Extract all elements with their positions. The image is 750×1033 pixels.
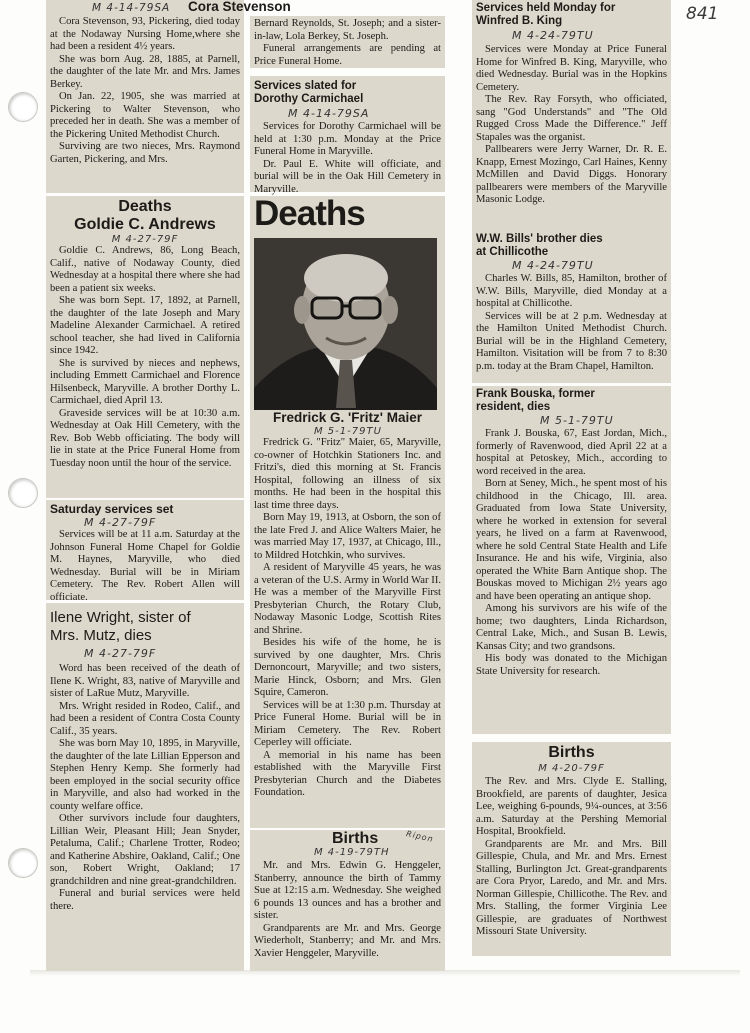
bills-headline: W.W. Bills' brother dies at Chillicothe	[476, 233, 603, 258]
henggeler-section-heading: Births	[332, 830, 379, 847]
bouska-paragraph-2: Born at Seney, Mich., he spent most of his childhood in the Chicago, Ill. area. Graduated from Iowa State University, where he worked in extension for several years, he lived on a farm at Ravenwood, where he sold Central State Health and Life Insurance. He and his wife, Virginia, also operated the White Barn Antique shop. The Bouskas moved to Michigan 2½ years ago and have been operating an antique shop.	[476, 478, 667, 602]
bills-clipping	[472, 231, 671, 383]
wright-date-note: M 4-27-79F	[84, 647, 157, 660]
king-date-note: M 4-24-79TU	[512, 29, 594, 42]
bouska-paragraph-1: Frank J. Bouska, 67, East Jordan, Mich., formerly of Ravenwood, died April 22 at a hospital at Petoskey, Mich., according to word received in the area.	[476, 428, 667, 477]
wright-paragraph-2: Mrs. Wright resided in Rodeo, Calif., and had been a resident of Contra Costa County Calif., 35 years.	[50, 700, 240, 737]
wright-paragraph-4: Other survivors include four daughters, Lillian Weir, Pleasant Hill; Jean Snyder, Petaluma, Calif.; Charlene Trotter, Rodeo; and Katherine Abshire, Oakland, Calif.; One son, Robert Wright, Oakland; 17 grandchildren and nine great-grandchildren.	[50, 813, 240, 887]
cora-paragraph-2: She was born Aug. 28, 1885, at Parnell, the daughter of the late Mr. and Mrs. James Berkey.	[50, 53, 240, 90]
haynes-headline: Saturday services set	[50, 502, 174, 516]
king-headline: Services held Monday for Winfred B. King	[476, 2, 616, 27]
cora-stevenson-clipping	[46, 0, 291, 193]
cora-date-note: M 4-14-79SA	[92, 2, 171, 14]
andrews-clipping	[46, 196, 244, 498]
bouska-paragraph-3: Among his survivors are his wife of the home; two daughters, Linda Richardson, Central Lake, Mich., and Susan B. Lewis, Kansas City; and two grandsons.	[476, 603, 667, 652]
wright-clipping	[46, 603, 244, 971]
cora-headline: Cora Stevenson	[188, 0, 291, 14]
maier-paragraph-3: A resident of Maryville 45 years, he was a veteran of the U.S. Army in World War II. He was a member of the Maryville First Presbyterian Church, the Rotary Club, Nodaway Masonic Lodge, Scottish Rites and Shrine.	[254, 562, 441, 636]
wright-paragraph-1: Word has been received of the death of Ilene K. Wright, 83, native of Maryville and sister of LaRue Mutz, Maryville.	[50, 663, 240, 699]
haynes-date-note: M 4-27-79F	[84, 516, 157, 529]
carmichael-paragraph-2: Dr. Paul E. White will officiate, and burial will be in the Oak Hill Cemetery in Maryville.	[254, 158, 441, 195]
maier-headline: Fredrick G. 'Fritz' Maier	[273, 410, 422, 425]
cora-paragraph-4: Surviving are two nieces, Mrs. Raymond Garten, Pickering, and Mrs.	[50, 141, 240, 165]
cora-paragraph-3: On Jan. 22, 1905, she was married at Pickering to Walter Stevenson, who preceded her in death. She was a member of the Pickering United Methodist Church.	[50, 91, 240, 140]
maier-paragraph-5: Services will be at 1:30 p.m. Thursday at Price Funeral Home. Burial will be in Miriam Cemetery. The Rev. Robert Ceperley will officiate.	[254, 699, 441, 748]
andrews-paragraph-4: Graveside services will be at 10:30 a.m. Wednesday at Oak Hill Cemetery, with the Rev. Bob Webb officiating. The body will lie in state at the Price Funeral Home from Tuesday noon until the hour of the service.	[50, 407, 240, 469]
stalling-date-note: M 4-20-79F	[538, 763, 605, 774]
bouska-headline: Frank Bouska, former resident, dies	[476, 388, 595, 413]
bouska-date-note: M 5-1-79TU	[540, 414, 614, 427]
carmichael-clipping	[250, 76, 445, 195]
carmichael-paragraph-1: Services for Dorothy Carmichael will be held at 1:30 p.m. Monday at the Price Funeral Home in Maryville.	[254, 121, 441, 157]
cora-paragraph-5: Bernard Reynolds, St. Joseph; and a sister-in-law, Lola Berkey, St. Joseph.	[254, 18, 441, 42]
carmichael-date-note: M 4-14-79SA	[288, 107, 370, 120]
andrews-paragraph-2: She was born Sept. 17, 1892, at Parnell, the daughter of the late Joseph and Mary Madeline Alexander Carmichael. A retired school teacher, she had lived in California since 1942.	[50, 295, 240, 356]
stalling-paragraph-1: The Rev. and Mrs. Clyde E. Stalling, Brookfield, are parents of daughter, Jesica Lee, weighing 6-pounds, 9¼-ounces, at 3:56 a.m. Saturday at the Pershing Memorial Hospital, Brookfield.	[476, 776, 667, 837]
bills-date-note: M 4-24-79TU	[512, 259, 594, 272]
maier-paragraph-6: A memorial in his name has been established with the Maryville First Presbyterian Church and the Diabetes Foundation.	[254, 749, 441, 798]
andrews-section-heading: Deaths	[118, 198, 172, 215]
binder-hole-middle	[8, 478, 38, 508]
maier-portrait-photo	[254, 238, 437, 410]
andrews-paragraph-1: Goldie C. Andrews, 86, Long Beach, Calif., native of Nodaway County, died Wednesday at a hospital there where she had been a patient six weeks.	[50, 245, 240, 294]
henggeler-date-note: M 4-19-79TH	[314, 847, 390, 858]
henggeler-births-clipping	[250, 830, 445, 971]
king-paragraph-3: Pallbearers were Jerry Warner, Dr. R. E. Knapp, Ernest Mozingo, Carl Haines, Kenny McMillen and David Diggs. Honorary pallbearers were members of the Maryville Masonic Lodge.	[476, 144, 667, 205]
henggeler-paragraph-1: Mr. and Mrs. Edwin G. Henggeler, Stanberry, announce the birth of Tammy Sue at 12:15 a.m. Wednesday. She weighed 6 pounds 13 ounces and has a brother and sister.	[254, 860, 441, 921]
maier-paragraph-4: Besides his wife of the home, he is survived by one daughter, Mrs. Chris Dernoncourt, Maryville; and two sisters, Marie Hinck, Osborn; and Mrs. Glen Squire, Cameron.	[254, 637, 441, 698]
haynes-clipping	[46, 500, 244, 603]
haynes-paragraph-1: Services will be at 11 a.m. Saturday at the Johnson Funeral Home Chapel for Goldie M. Haynes, Maryville, who died Wednesday. Burial will be in Miriam Cemetery. The Rev. Robert Allen will officiate.	[50, 529, 240, 603]
bouska-clipping	[472, 386, 671, 734]
andrews-paragraph-3: She is survived by nieces and nephews, including Emmett Carmichael and Florence Hilsenbeck, Maryville. A brother Dorthy L. Carmichael, died April 13.	[50, 357, 240, 406]
wright-headline: Ilene Wright, sister of Mrs. Mutz, dies	[50, 609, 191, 644]
stalling-section-heading: Births	[548, 744, 595, 761]
carmichael-headline: Services slated for Dorothy Carmichael	[254, 80, 364, 105]
stalling-births-clipping	[472, 742, 671, 956]
page-number: 841	[686, 4, 719, 24]
binder-hole-bottom	[8, 848, 38, 878]
binder-hole-top	[8, 92, 38, 122]
stalling-paragraph-2: Grandparents are Mr. and Mrs. Bill Gillespie, Chula, and Mr. and Mrs. Ernest Stalling, Burlington Jct. Great-grandparents are Cora Pryor, Laredo, and Mr. and Mrs. Norman Gillespie, Chillicothe. The Rev. and Mrs. Stalling, the former Virginia Lee Gillespie, are graduates of Northwest Missouri State University.	[476, 838, 667, 937]
bouska-paragraph-4: His body was donated to the Michigan State University for research.	[476, 653, 667, 677]
maier-section-heading: Deaths	[254, 194, 365, 233]
king-paragraph-2: The Rev. Ray Forsyth, who officiated, sang "God Understands" and "The Old Rugged Cross Made the Difference." Jeff Stapales was the organist.	[476, 94, 667, 143]
henggeler-tag: Ripon	[405, 829, 435, 844]
king-paragraph-1: Services were Monday at Price Funeral Home for Winfred B. King, Maryville, who died Wednesday. Burial was in the Hopkins Cemetery.	[476, 44, 667, 93]
king-clipping	[472, 0, 671, 255]
maier-date-note: M 5-1-79TU	[314, 426, 382, 437]
maier-paragraph-1: Fredrick G. "Fritz" Maier, 65, Maryville, co-owner of Hotchkin Stationers Inc. and Fritzi's, died this morning at St. Francis Hospital, following an illness of six months. He had been in the hospital this last time three days.	[254, 437, 441, 511]
andrews-headline: Goldie C. Andrews	[74, 216, 216, 233]
wright-paragraph-5: Funeral and burial services were held there.	[50, 888, 240, 912]
bills-paragraph-1: Charles W. Bills, 85, Hamilton, brother of W.W. Bills, Maryville, died Monday at a hospital at Chillicothe.	[476, 273, 667, 309]
andrews-date-note: M 4-27-79F	[111, 234, 179, 245]
henggeler-paragraph-2: Grandparents are Mr. and Mrs. George Wiederholt, Stanberry; and Mr. and Mrs. Xavier Henggeler, Maryville.	[254, 922, 441, 959]
cora-paragraph-6: Funeral arrangements are pending at Price Funeral Home.	[254, 43, 441, 67]
cora-stevenson-continued	[250, 16, 445, 68]
wright-paragraph-3: She was born May 10, 1895, in Maryville, the daughter of the late Lillian Epperson and Stephen Henry Kemp. She formerly had been employed in the social security office in Maryville, and also had worked in the county welfare office.	[50, 738, 240, 812]
maier-paragraph-2: Born May 19, 1913, at Osborn, the son of the late Fred J. and Alice Walters Maier, he was married May 17, 1937, at Chicago, Ill., to Mildred Hotchkin, who survives.	[254, 512, 441, 561]
bills-paragraph-2: Services will be at 2 p.m. Wednesday at the Hamilton United Methodist Church. Burial will be in the Highland Cemetery, Hamilton. Visitation will be from 7 to 8:30 p.m. today at the Bram Chapel, Hamilton.	[476, 310, 667, 372]
cora-paragraph-1: Cora Stevenson, 93, Pickering, died today at the Nodaway Nursing Home,where she had been a resident 4½ years.	[50, 16, 240, 52]
